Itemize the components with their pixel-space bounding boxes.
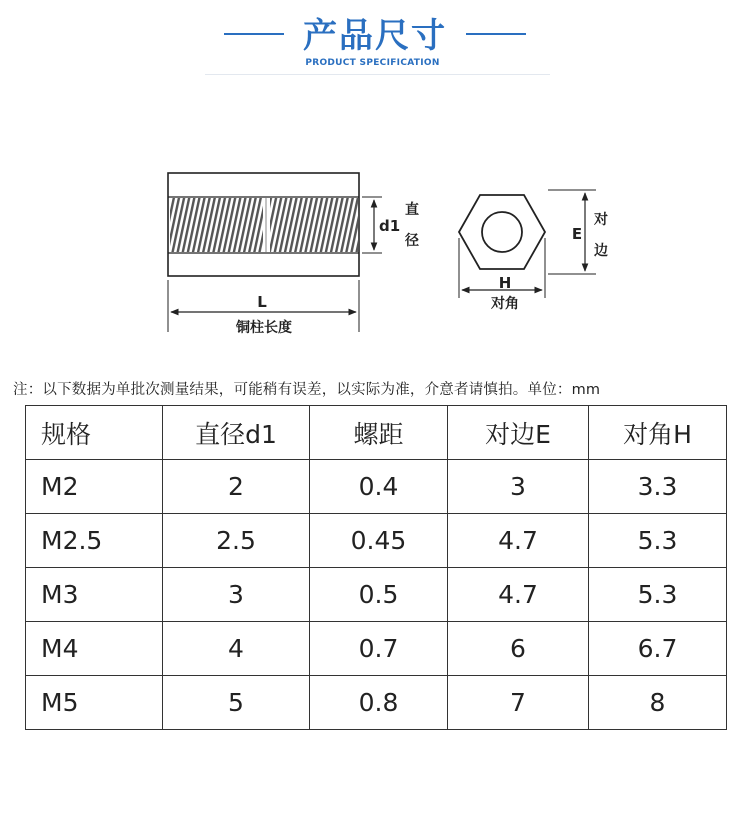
flat-caption-2: 边: [594, 243, 608, 259]
standoff-side-view: [168, 173, 359, 276]
length-label: L: [257, 293, 267, 311]
cell-pitch: 0.4: [310, 460, 448, 514]
table-row: [26, 676, 727, 730]
cell-pitch: 0.45: [310, 514, 448, 568]
cell-diameter: 3: [163, 568, 310, 622]
table-row: [26, 460, 727, 514]
flat-caption-1: 对: [594, 212, 608, 228]
cell-flat: 6: [448, 622, 589, 676]
thread-left: [170, 198, 263, 252]
cell-flat: 7: [448, 676, 589, 730]
cell-diameter: 5: [163, 676, 310, 730]
cell-corner: 8: [589, 676, 727, 730]
header-diameter: 直径d1: [163, 406, 310, 460]
header-spec: 规格: [26, 406, 163, 460]
cell-corner: 6.7: [589, 622, 727, 676]
corner-label: H: [498, 274, 512, 292]
thread-right: [270, 198, 358, 252]
page-title: 产品尺寸: [303, 16, 447, 56]
table-row: [26, 568, 727, 622]
length-dimension: [168, 280, 359, 336]
cell-pitch: 0.7: [310, 622, 448, 676]
cell-corner: 3.3: [589, 460, 727, 514]
cell-flat: 3: [448, 460, 589, 514]
page-subtitle: PRODUCT SPECIFICATION: [305, 58, 440, 68]
hex-end-view: [459, 195, 545, 269]
hex-bore-circle: [482, 212, 522, 252]
table-header-row: [26, 406, 727, 460]
diameter-caption-1: 直: [405, 202, 419, 218]
spec-table: [25, 405, 727, 730]
diameter-dimension: [362, 197, 419, 253]
header-flat: 对边E: [448, 406, 589, 460]
length-caption: 铜柱长度: [236, 320, 292, 336]
table-row: [26, 622, 727, 676]
cell-pitch: 0.8: [310, 676, 448, 730]
cell-spec: M2: [26, 460, 163, 514]
flat-label: E: [571, 225, 583, 243]
table-row: [26, 514, 727, 568]
measurement-note: 注：以下数据为单批次测量结果，可能稍有误差，以实际为准，介意者请慎拍。单位：mm: [13, 382, 601, 398]
cell-flat: 4.7: [448, 514, 589, 568]
dimension-diagram: [0, 0, 750, 370]
cell-spec: M2.5: [26, 514, 163, 568]
header-pitch: 螺距: [310, 406, 448, 460]
cell-corner: 5.3: [589, 568, 727, 622]
corner-caption: 对角: [491, 296, 519, 312]
cell-flat: 4.7: [448, 568, 589, 622]
cell-spec: M3: [26, 568, 163, 622]
diameter-caption-2: 径: [405, 233, 419, 249]
cell-pitch: 0.5: [310, 568, 448, 622]
cell-diameter: 2: [163, 460, 310, 514]
diameter-label: d1: [379, 217, 401, 235]
cell-spec: M4: [26, 622, 163, 676]
header-corner: 对角H: [589, 406, 727, 460]
cell-spec: M5: [26, 676, 163, 730]
flat-dimension: [548, 190, 608, 274]
cell-corner: 5.3: [589, 514, 727, 568]
cell-diameter: 2.5: [163, 514, 310, 568]
cell-diameter: 4: [163, 622, 310, 676]
